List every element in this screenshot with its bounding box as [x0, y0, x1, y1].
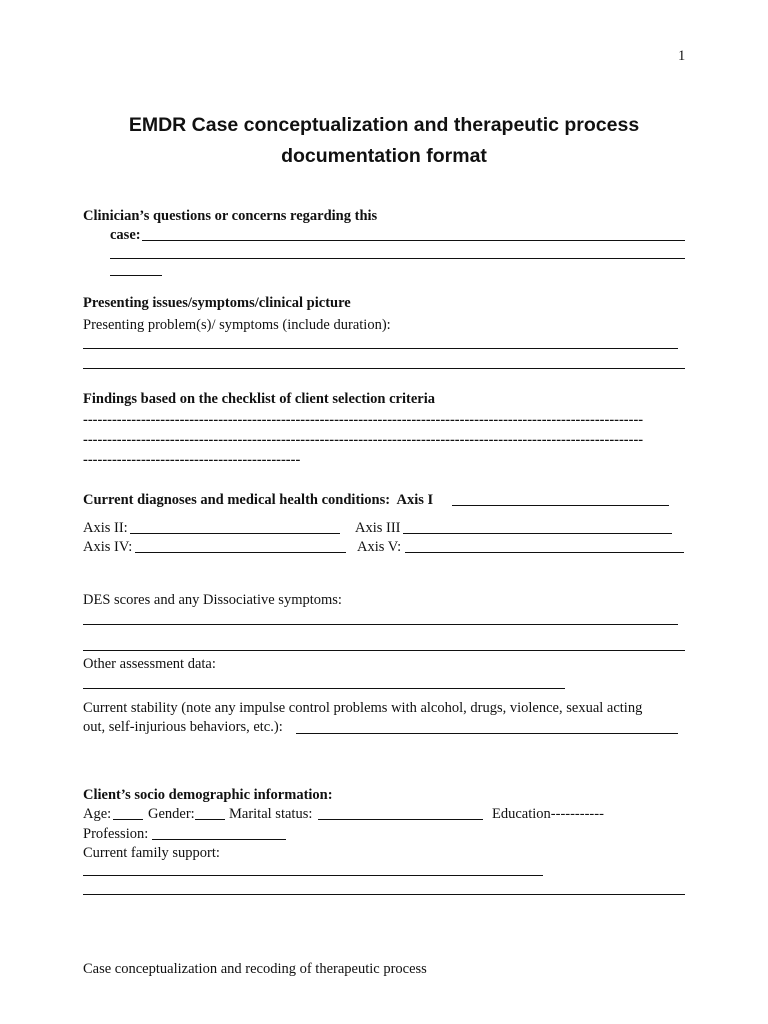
axis-3-label: Axis III — [355, 520, 401, 536]
clinician-questions-label-cont: case: — [110, 227, 141, 243]
family-support-blank-1[interactable] — [83, 875, 543, 876]
document-title-line-1: EMDR Case conceptualization and therapeutic process — [128, 114, 640, 136]
axis-1-blank[interactable] — [452, 505, 669, 506]
findings-heading: Findings based on the checklist of client selection criteria — [83, 391, 435, 407]
findings-dash-line-1[interactable]: -------------------------------------------------------------------------------------------------------------------- — [83, 412, 644, 428]
stability-blank[interactable] — [296, 733, 678, 734]
des-label: DES scores and any Dissociative symptoms: — [83, 592, 342, 608]
other-assessment-blank[interactable] — [83, 688, 565, 689]
gender-blank[interactable] — [195, 819, 225, 820]
clinician-questions-blank-2[interactable] — [110, 258, 685, 259]
presenting-problems-blank-1[interactable] — [83, 348, 678, 349]
stability-label-line-2: out, self-injurious behaviors, etc.): — [83, 719, 283, 735]
gender-label: Gender: — [148, 806, 195, 822]
diagnoses-heading: Current diagnoses and medical health conditions: Axis I — [83, 492, 434, 508]
profession-blank[interactable] — [152, 839, 286, 840]
presenting-problems-blank-2[interactable] — [83, 368, 685, 369]
marital-status-label: Marital status: — [229, 806, 313, 822]
family-support-label: Current family support: — [83, 845, 220, 861]
age-label: Age: — [83, 806, 112, 822]
des-blank-1[interactable] — [83, 624, 678, 625]
axis-5-blank[interactable] — [405, 552, 684, 553]
axis-5-label: Axis V: — [357, 539, 402, 555]
axis-2-blank[interactable] — [130, 533, 340, 534]
page-number: 1 — [678, 48, 686, 64]
des-blank-2[interactable] — [83, 650, 685, 651]
axis-2-label: Axis II: — [83, 520, 128, 536]
findings-dash-line-3[interactable]: --------------------------------------------- — [83, 452, 301, 468]
age-blank[interactable] — [113, 819, 143, 820]
axis-3-blank[interactable] — [403, 533, 672, 534]
other-assessment-label: Other assessment data: — [83, 656, 216, 672]
clinician-questions-blank-1[interactable] — [142, 240, 685, 241]
axis-4-blank[interactable] — [135, 552, 346, 553]
presenting-problems-prompt: Presenting problem(s)/ symptoms (include duration): — [83, 317, 391, 333]
clinician-questions-label: Clinician’s questions or concerns regarding this — [83, 208, 378, 224]
profession-label: Profession: — [83, 826, 149, 842]
clinician-questions-blank-3[interactable] — [110, 275, 162, 276]
document-title-line-2: documentation format — [281, 145, 487, 167]
findings-dash-line-2[interactable]: -------------------------------------------------------------------------------------------------------------------- — [83, 432, 644, 448]
stability-label-line-1: Current stability (note any impulse control problems with alcohol, drugs, violence, sexual acting — [83, 700, 643, 716]
family-support-blank-2[interactable] — [83, 894, 685, 895]
education-field[interactable]: Education----------- — [492, 806, 604, 822]
marital-status-blank[interactable] — [318, 819, 483, 820]
axis-4-label: Axis IV: — [83, 539, 133, 555]
presenting-issues-heading: Presenting issues/symptoms/clinical picture — [83, 295, 351, 311]
socio-heading: Client’s socio demographic information: — [83, 787, 333, 803]
case-conceptualization-heading: Case conceptualization and recoding of therapeutic process — [83, 961, 427, 977]
